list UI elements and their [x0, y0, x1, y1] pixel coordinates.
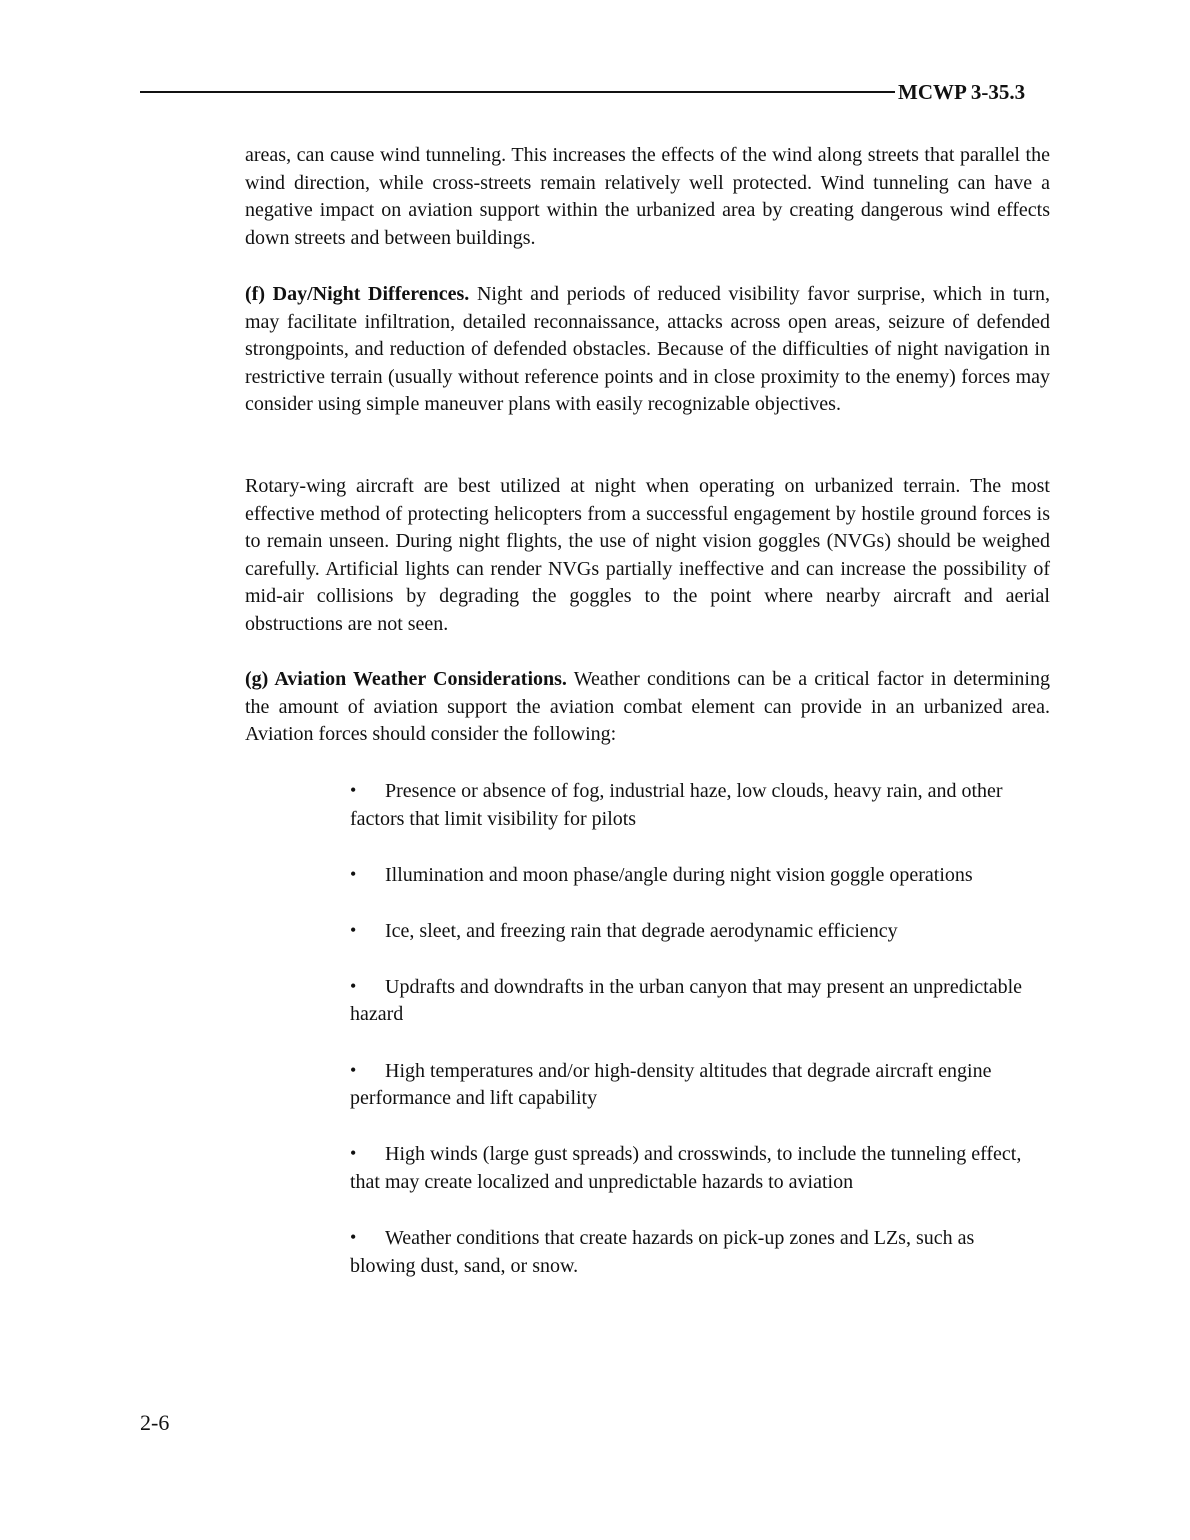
paragraph-text: areas, can cause wind tunneling. This increases the effects of the wind along streets that parallel the wind direction, while cross-streets remain relatively well protected. Wind tunneling can have a negative impact on aviation support within the urbanized area by creating dangerous wind effects down streets and between buildings. — [245, 144, 1050, 249]
section-heading-day-night: (f) Day/Night Differences. — [245, 283, 470, 305]
list-item-text: Illumination and moon phase/angle during night vision goggle operations — [385, 863, 973, 886]
weather-considerations-list — [350, 777, 1040, 1308]
list-item-text: Presence or absence of fog, industrial haze, low clouds, heavy rain, and other factors that limit visibility for pilots — [350, 780, 1003, 830]
bullet-icon: • — [350, 863, 357, 884]
bullet-icon: • — [350, 1059, 357, 1080]
bullet-icon: • — [350, 919, 357, 940]
list-item-text: High temperatures and/or high-density altitudes that degrade aircraft engine performance and lift capability — [350, 1059, 992, 1110]
paragraph-wind-tunneling — [245, 142, 1050, 252]
list-item-text: Ice, sleet, and freezing rain that degrade aerodynamic efficiency — [385, 919, 898, 942]
list-item — [350, 917, 1040, 946]
list-item — [350, 973, 1040, 1029]
list-item — [350, 861, 1040, 890]
page-number: 2-6 — [140, 1410, 170, 1435]
list-item-text: Weather conditions that create hazards on pick-up zones and LZs, such as blowing dust, sand, or snow. — [350, 1226, 975, 1277]
bullet-icon: • — [350, 1226, 357, 1247]
bullet-icon: • — [350, 780, 357, 800]
paragraph-text: Rotary-wing aircraft are best utilized at night when operating on urbanized terrain. The most effective method of protecting helicopters from a successful engagement by hostile ground forces is to remain unseen. During night flights, the use of night vision goggles (NVGs) should be weighed carefully. Artificial lights can render NVGs partially ineffective and can increase the possibility of mid-air collisions by degrading the goggles to the point where nearby aircraft and aerial obstructions are not seen. — [245, 475, 1050, 635]
paragraph-text: Weather conditions can be a critical factor in determining the amount of aviation support the aviation combat element can provide in an urbanized area. Aviation forces should consider the following: — [245, 668, 1050, 746]
header-rule — [140, 91, 895, 93]
paragraph-text: Night and periods of reduced visibility favor surprise, which in turn, may facilitate infiltration, detailed reconnaissance, attacks across open areas, seizure of defended strongpoints, and reduction of defended obstacles. Because of the difficulties of night navigation in restrictive terrain (usually without reference points and in close proximity to the enemy) forces may consider using simple maneuver plans with easily recognizable objectives. — [245, 283, 1050, 416]
list-item — [350, 1140, 1040, 1196]
bullet-icon: • — [350, 975, 357, 996]
list-item — [350, 1057, 1040, 1113]
list-item-text: High winds (large gust spreads) and crosswinds, to include the tunneling effect, that may create localized and unpredictable hazards to aviation — [350, 1143, 1022, 1193]
list-item-text: Updrafts and downdrafts in the urban canyon that may present an unpredictable hazard — [350, 975, 1023, 1026]
paragraph-aviation-weather — [245, 666, 1050, 749]
document-id: MCWP 3-35.3 — [898, 80, 1026, 104]
paragraph-rotary-wing — [245, 473, 1050, 639]
list-item — [350, 1224, 1040, 1280]
bullet-icon: • — [350, 1143, 357, 1164]
section-heading-aviation-weather: (g) Aviation Weather Considerations. — [245, 668, 567, 690]
paragraph-day-night-differences — [245, 281, 1050, 419]
list-item — [350, 777, 1040, 833]
